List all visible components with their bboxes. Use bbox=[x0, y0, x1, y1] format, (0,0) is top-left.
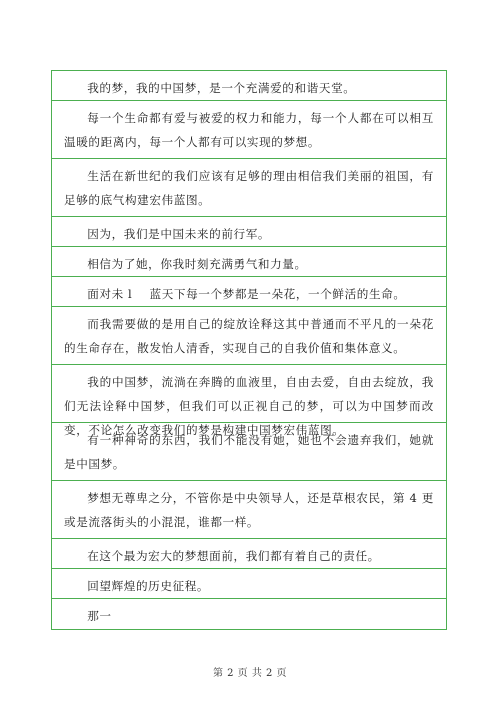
paragraph-row: 有一种神奇的东西，我们不能没有她，她也不会遗弃我们，她就是中国梦。 bbox=[52, 423, 446, 481]
paragraph-row: 我的梦，我的中国梦，是一个充满爱的和谐天堂。 bbox=[52, 71, 446, 101]
paragraph-row: 面对未 l 蓝天下每一个梦都是一朵花，一个鲜活的生命。 bbox=[52, 277, 446, 307]
paragraph-row: 回望辉煌的历史征程。 bbox=[52, 569, 446, 599]
paragraph-row: 我的中国梦，流淌在奔腾的血液里，自由去爱，自由去绽放，我们无法诠释中国梦，但我们可以正视自己的梦，可以为中国梦而改变，不论怎么改变我们的梦是构建中国梦宏伟蓝图。 bbox=[52, 365, 446, 423]
page-number-footer: 第 2 页 共 2 页 bbox=[212, 668, 288, 679]
paragraph-row: 那一 bbox=[87, 609, 112, 623]
paragraph-row: 生活在新世纪的我们应该有足够的理由相信我们美丽的祖国，有足够的底气构建宏伟蓝图。 bbox=[52, 159, 446, 217]
paragraph-row: 相信为了她，你我时刻充满勇气和力量。 bbox=[52, 247, 446, 277]
document-table bbox=[51, 70, 447, 630]
paragraph-row: 梦想无尊卑之分，不管你是中央领导人，还是草根农民，第 4 更或是流落街头的小混混，谁都一样。 bbox=[52, 481, 446, 539]
paragraph-row: 每一个生命都有爱与被爱的权力和能力，每一个人都在可以相互温暖的距离内，每一个人都有可以实现的梦想。 bbox=[52, 101, 446, 159]
paragraph-row: 而我需要做的是用自己的绽放诠释这其中普通而不平凡的一朵花的生命存在，散发怡人清香，实现自己的自我价值和集体意义。 bbox=[52, 307, 446, 365]
paragraph-row: 在这个最为宏大的梦想面前，我们都有着自己的责任。 bbox=[52, 539, 446, 569]
paragraph-row: 因为，我们是中国未来的前行军。 bbox=[52, 217, 446, 247]
